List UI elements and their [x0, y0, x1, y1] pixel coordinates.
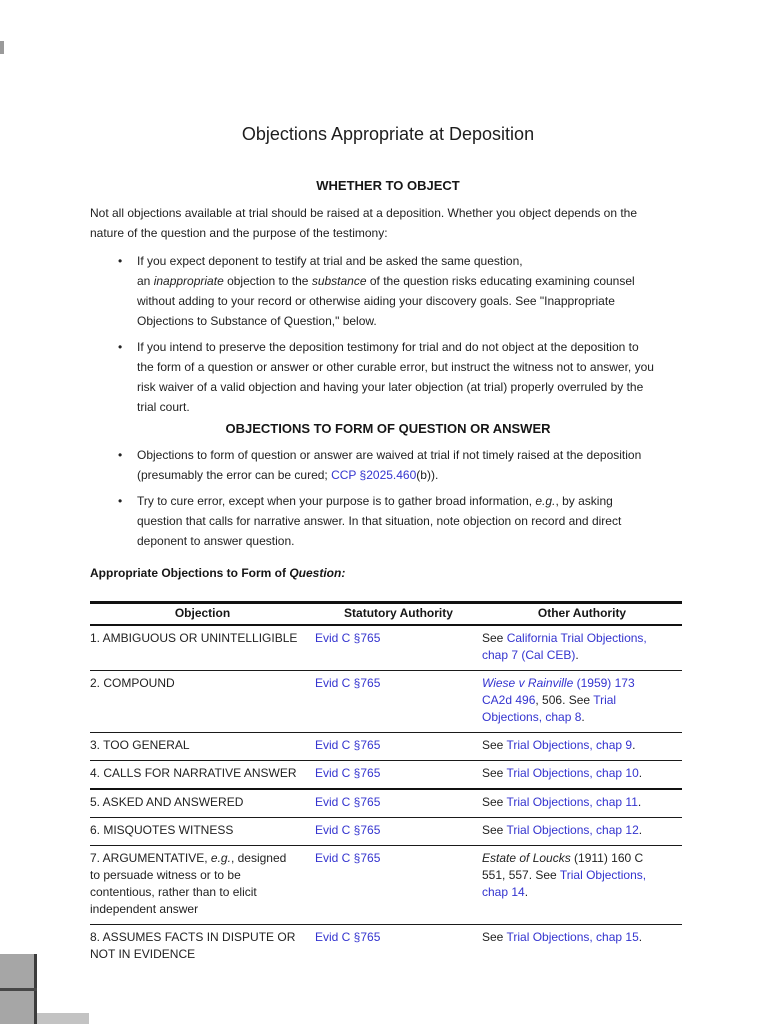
column-header-statutory-authority: Statutory Authority [315, 603, 482, 626]
bullet-item [90, 251, 686, 331]
citation-link[interactable]: Trial Objections, chap 9 [506, 738, 633, 752]
statutory-authority-cell [315, 671, 482, 733]
objection-cell [90, 846, 315, 925]
text-run: , 506. See [535, 693, 594, 707]
text-run: . [638, 823, 643, 837]
text-run: e.g. [535, 494, 556, 508]
table-header-row [90, 603, 682, 626]
table-row [90, 925, 682, 970]
citation-link[interactable]: chap 7 (Cal CEB) [482, 648, 576, 662]
text-run: See [482, 823, 507, 837]
text-run: If you intend to preserve the deposition testimony for trial and do not object at the deposition to [137, 340, 639, 354]
text-run: question that calls for narrative answer. In that situation, note objection on record and direct [137, 514, 622, 528]
bullet-marker: • [118, 254, 123, 268]
citation-link[interactable]: Trial Objections, [559, 868, 647, 882]
text-run: See [482, 930, 507, 944]
statutory-authority-cell [315, 761, 482, 790]
citation-link[interactable]: Trial Objections, chap 10 [506, 766, 639, 780]
text-run: Try to cure error, except when your purpose is to gather broad information, [137, 494, 536, 508]
citation-link[interactable]: Evid C §765 [315, 795, 381, 809]
bullet-item [90, 337, 686, 417]
text-run: 5. ASKED AND ANSWERED [90, 795, 244, 809]
citation-link[interactable]: Wiese v Rainville [482, 676, 574, 690]
citation-link[interactable]: chap 14 [482, 885, 525, 899]
scan-artifact-corner-line [0, 988, 37, 991]
text-run: independent answer [90, 902, 199, 916]
citation-link[interactable]: CCP §2025.460 [331, 468, 417, 482]
table-row [90, 671, 682, 733]
text-run: (1911) 160 C [570, 851, 644, 865]
citation-link[interactable]: Evid C §765 [315, 823, 381, 837]
table-row [90, 733, 682, 761]
citation-link[interactable]: CA2d 496 [482, 693, 536, 707]
bullet-item [90, 445, 686, 485]
text-run: 8. ASSUMES FACTS IN DISPUTE OR [90, 930, 296, 944]
column-header-objection: Objection [90, 603, 315, 626]
other-authority-cell [482, 625, 682, 671]
text-run: . [524, 885, 529, 899]
citation-link[interactable]: Objections, chap 8 [482, 710, 582, 724]
text-run: 3. TOO GENERAL [90, 738, 190, 752]
objections-table [90, 601, 682, 969]
bullet-text [137, 337, 686, 417]
table-row [90, 789, 682, 818]
bullet-text [137, 251, 686, 331]
document-content [90, 0, 686, 969]
bullet-marker: • [118, 494, 123, 508]
statutory-authority-cell [315, 846, 482, 925]
text-run: Appropriate Objections to Form of [90, 566, 290, 580]
text-run: 7. ARGUMENTATIVE, [90, 851, 211, 865]
objection-cell [90, 733, 315, 761]
table-row [90, 625, 682, 671]
citation-link[interactable]: (1959) 173 [573, 676, 635, 690]
statutory-authority-cell [315, 818, 482, 846]
text-run: . [637, 795, 642, 809]
citation-link[interactable]: Evid C §765 [315, 631, 381, 645]
text-run: Estate of Loucks [482, 851, 571, 865]
text-run: , by asking [555, 494, 613, 508]
text-run: the form of a question or answer or other curable error, but instruct the witness not to answer, you [137, 360, 654, 374]
text-run: . [638, 766, 643, 780]
bullet-item [90, 491, 686, 551]
text-run: substance [311, 274, 367, 288]
objection-cell [90, 625, 315, 671]
citation-link[interactable]: California Trial Objections, [506, 631, 647, 645]
text-run: Objections to Substance of Question," below. [137, 314, 377, 328]
text-run: (b)). [416, 468, 439, 482]
citation-link[interactable]: Evid C §765 [315, 930, 381, 944]
other-authority-cell [482, 761, 682, 790]
other-authority-cell [482, 671, 682, 733]
bullet-list-whether-to-object [90, 251, 686, 417]
objection-cell [90, 789, 315, 818]
other-authority-cell [482, 789, 682, 818]
text-run: nature of the question and the purpose of the testimony: [90, 226, 388, 240]
section-heading-objections-to-form: OBJECTIONS TO FORM OF QUESTION OR ANSWER [225, 421, 551, 436]
other-authority-cell [482, 818, 682, 846]
text-run: . [581, 710, 585, 724]
citation-link[interactable]: Evid C §765 [315, 738, 381, 752]
table-row [90, 818, 682, 846]
column-header-other-authority: Other Authority [482, 603, 682, 626]
other-authority-cell [482, 846, 682, 925]
text-run: Not all objections available at trial should be raised at a deposition. Whether you object depends on the [90, 206, 638, 220]
bullet-marker: • [118, 340, 123, 354]
text-run: to persuade witness or to be [90, 868, 241, 882]
objection-cell [90, 818, 315, 846]
objection-cell [90, 925, 315, 970]
text-run: e.g. [210, 851, 231, 865]
text-run: . [575, 648, 579, 662]
section-heading-whether-to-object: WHETHER TO OBJECT [316, 178, 460, 193]
text-run: (presumably the error can be cured; [137, 468, 332, 482]
bullet-marker: • [118, 448, 123, 462]
citation-link[interactable]: Trial Objections, chap 12 [506, 823, 639, 837]
text-run: objection to the [223, 274, 312, 288]
text-run: See [482, 631, 507, 645]
statutory-authority-cell [315, 925, 482, 970]
text-run: Question: [289, 566, 346, 580]
citation-link[interactable]: Trial Objections, chap 15 [506, 930, 639, 944]
objection-cell [90, 671, 315, 733]
bullet-text [137, 491, 686, 551]
text-run: contentious, rather than to elicit [90, 885, 257, 899]
other-authority-cell [482, 733, 682, 761]
citation-link[interactable]: Evid C §765 [315, 676, 381, 690]
intro-paragraph [90, 203, 686, 243]
text-run: risk waiver of a valid objection and having your later objection (at trial) properly overruled by the [137, 380, 644, 394]
text-run: 551, 557. See [482, 868, 560, 882]
scan-artifact-bottom-strip [37, 1013, 89, 1024]
text-run: Objections to form of question or answer are waived at trial if not timely raised at the deposition [137, 448, 642, 462]
statutory-authority-cell [315, 789, 482, 818]
other-authority-cell [482, 925, 682, 970]
statutory-authority-cell [315, 625, 482, 671]
text-run: . [632, 738, 636, 752]
objection-cell [90, 761, 315, 790]
citation-link[interactable]: Evid C §765 [315, 766, 381, 780]
citation-link[interactable]: Trial [593, 693, 617, 707]
scan-artifact-top-left [0, 41, 4, 54]
text-run: 2. COMPOUND [90, 676, 175, 690]
text-run: , designed [230, 851, 287, 865]
bullet-list-objections-to-form [90, 445, 686, 551]
bullet-text [137, 445, 686, 485]
text-run: without adding to your record or otherwise aiding your discovery goals. See "Inappropriate [137, 294, 615, 308]
text-run: 4. CALLS FOR NARRATIVE ANSWER [90, 766, 297, 780]
citation-link[interactable]: Trial Objections, chap 11 [506, 795, 638, 809]
text-run: deponent to answer question. [137, 534, 295, 548]
text-run: See [482, 738, 507, 752]
text-run: trial court. [137, 400, 190, 414]
text-run: inappropriate [153, 274, 224, 288]
text-run: See [482, 766, 507, 780]
document-title: Objections Appropriate at Deposition [241, 124, 535, 144]
statutory-authority-cell [315, 733, 482, 761]
text-run: . [638, 930, 643, 944]
text-run: If you expect deponent to testify at trial and be asked the same question, [137, 254, 523, 268]
table-row [90, 761, 682, 790]
citation-link[interactable]: Evid C §765 [315, 851, 381, 865]
text-run: NOT IN EVIDENCE [90, 947, 196, 961]
text-run: See [482, 795, 507, 809]
text-run: 6. MISQUOTES WITNESS [90, 823, 234, 837]
text-run: an [137, 274, 154, 288]
text-run: of the question risks educating examining counsel [366, 274, 635, 288]
table-caption [90, 563, 686, 583]
text-run: 1. AMBIGUOUS OR UNINTELLIGIBLE [90, 631, 298, 645]
table-row [90, 846, 682, 925]
